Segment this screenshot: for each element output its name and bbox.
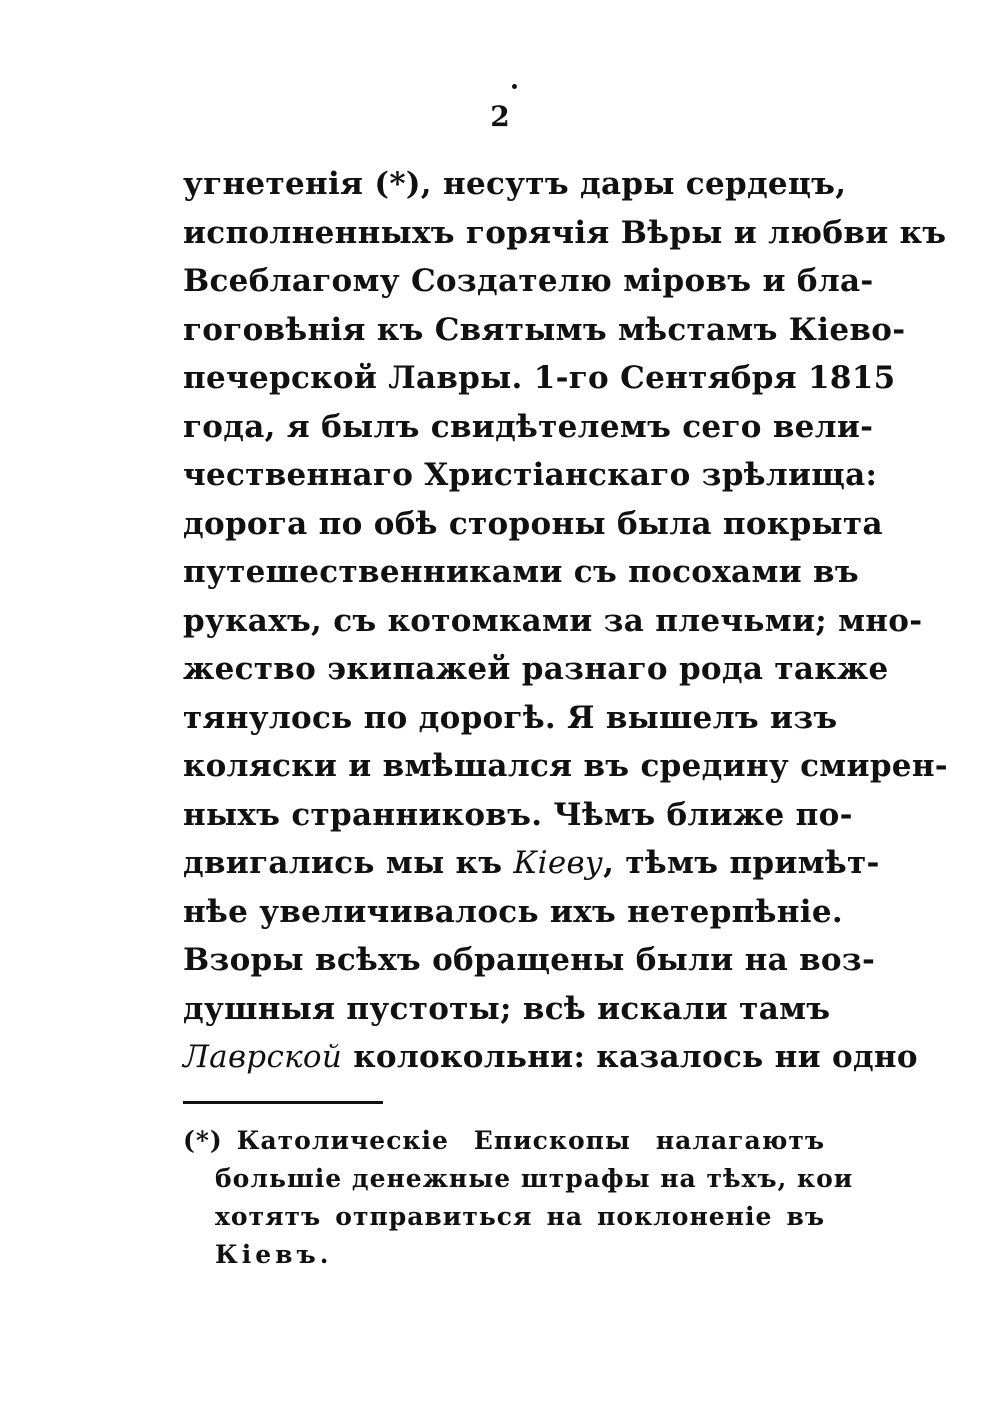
footnote-line-4: Кіевъ.	[215, 1240, 333, 1269]
footnote	[183, 1122, 854, 1274]
page-dot-mark	[512, 84, 517, 89]
italic-word: Кіеву	[513, 845, 604, 881]
text-line-8: дорога по обѣ стороны была покрыта	[183, 505, 883, 542]
footnote-line-3: хотятъ отправиться на поклоненіе въ	[215, 1202, 825, 1231]
text-line-19: Лаврской колокольни: казалось ни одно	[183, 1039, 918, 1075]
text-line-14: ныхъ странниковъ. Чѣмъ ближе по-	[183, 796, 853, 833]
text-line-15: двигались мы къ Кіеву, тѣмъ примѣт-	[183, 845, 880, 881]
text-line-17: Взоры всѣхъ обращены были на воз-	[183, 942, 876, 978]
footnote-line-1-text: Католическіе Епископы налагаютъ	[236, 1126, 825, 1155]
text-line-9: путешественниками съ посохами въ	[183, 554, 859, 590]
text-line-3: Всеблагому Создателю міровъ и бла-	[183, 263, 874, 299]
text-line-16: нѣе увеличивалось ихъ нетерпѣніе.	[183, 893, 843, 930]
footnote-marker: (*)	[183, 1126, 223, 1155]
text-line-4: гоговѣнія къ Святымъ мѣстамъ Кіево-	[183, 311, 906, 348]
text-line-18: душныя пустоты; всѣ искали тамъ	[183, 990, 831, 1027]
text-line-13: коляски и вмѣшался въ средину смирен-	[183, 748, 948, 784]
text-line-7: чественнаго Христіанскаго зрѣлища:	[183, 457, 878, 493]
text-line-12: тянулось по дорогѣ. Я вышелъ изъ	[183, 699, 838, 736]
main-text	[183, 160, 948, 1082]
text-line-6: года, я былъ свидѣтелемъ сего вели-	[183, 408, 874, 445]
text-line-10: рукахъ, съ котомками за плечьми; мно-	[183, 602, 923, 639]
footnote-line-2: большіе денежные штрафы на тѣхъ, кои	[215, 1164, 854, 1193]
footnote-line-1	[183, 1122, 825, 1160]
italic-word: Лаврской	[183, 1039, 343, 1075]
page-number: 2	[490, 100, 510, 133]
text-line-5: печерской Лавры. 1-го Сентября 1815	[183, 360, 896, 396]
text-line-2: исполненныхъ горячія Вѣры и любви къ	[183, 214, 947, 251]
text-line-11: жество экипажей разнаго рода также	[183, 651, 889, 687]
text-line-1: угнетенія (*), несутъ дары сердецъ,	[183, 166, 847, 202]
footnote-divider	[183, 1101, 383, 1104]
